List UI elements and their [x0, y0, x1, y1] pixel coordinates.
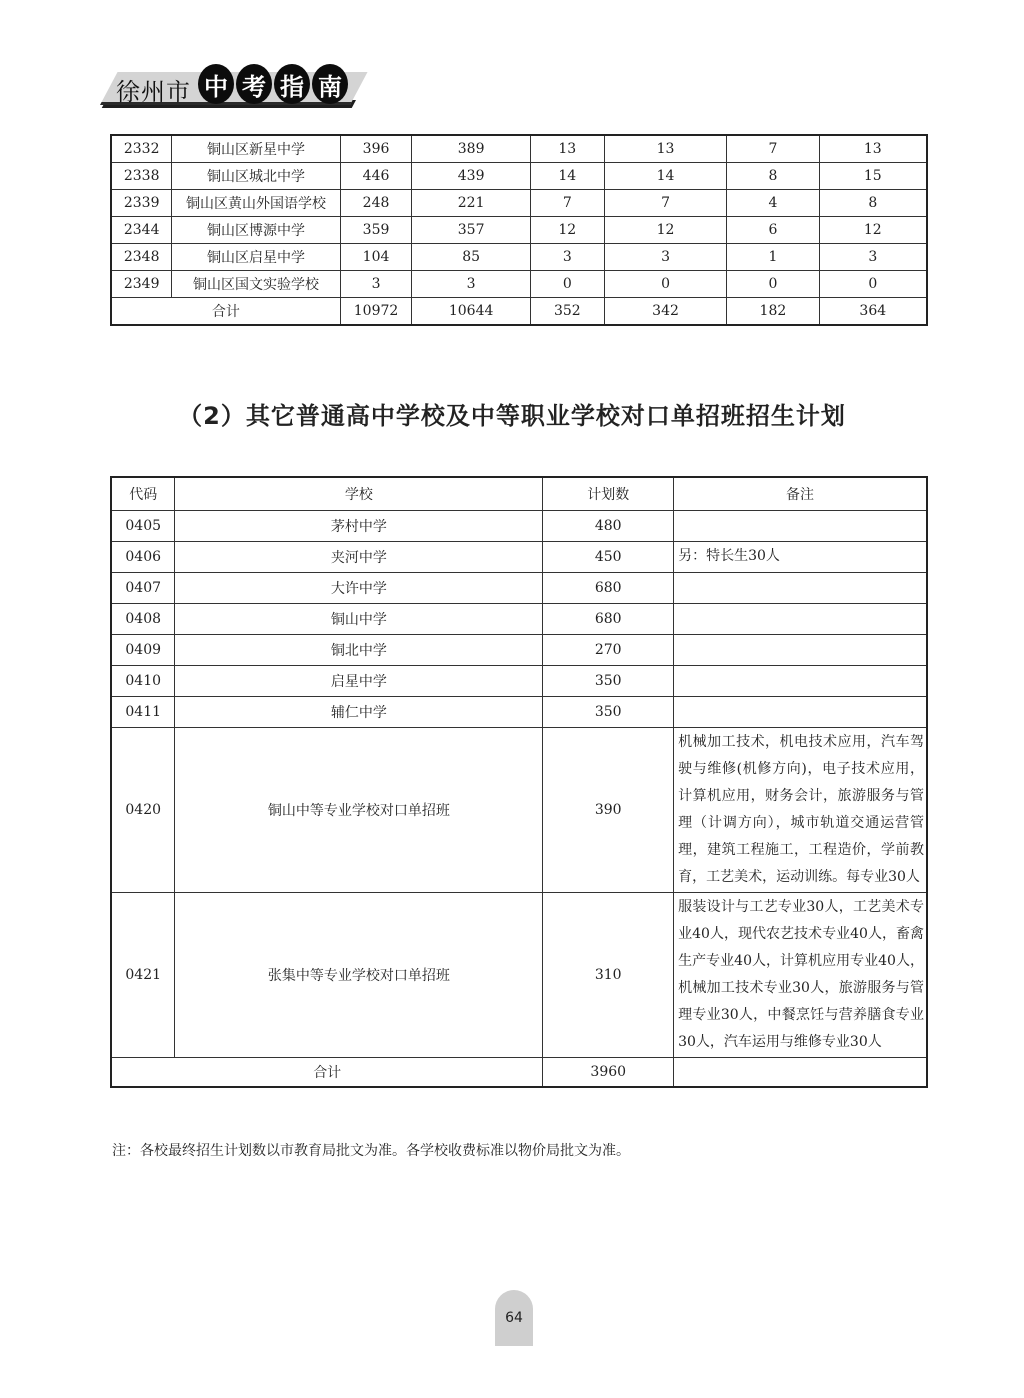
- cell-value: 12: [604, 217, 727, 244]
- cell-value: 14: [604, 163, 727, 190]
- footnote: 注：各校最终招生计划数以市教育局批文为准。各学校收费标准以物价局批文为准。: [112, 1143, 630, 1159]
- banner-seal-4: 南: [312, 64, 348, 104]
- cell-value: 221: [412, 190, 531, 217]
- cell-school: 铜山区城北中学: [172, 163, 340, 190]
- header-plan: 计划数: [543, 477, 674, 511]
- cell-plan: 680: [543, 573, 674, 604]
- cell-plan: 680: [543, 604, 674, 635]
- cell-school: 大许中学: [175, 573, 543, 604]
- table-header-row: [111, 477, 927, 511]
- cell-value: 13: [604, 135, 727, 163]
- cell-code: 0408: [111, 604, 175, 635]
- table-row: [111, 728, 927, 893]
- cell-value: 248: [340, 190, 412, 217]
- cell-school: 铜山区启星中学: [172, 244, 340, 271]
- table-total-row: [111, 298, 927, 326]
- cell-total: 182: [727, 298, 819, 326]
- cell-school: 铜山中等专业学校对口单招班: [175, 728, 543, 893]
- table-row: [111, 190, 927, 217]
- cell-value: 439: [412, 163, 531, 190]
- cell-value: 7: [530, 190, 604, 217]
- cell-total-label: 合计: [111, 298, 340, 326]
- cell-code: 2344: [111, 217, 172, 244]
- cell-total: 364: [819, 298, 927, 326]
- cell-value: 12: [819, 217, 927, 244]
- cell-value: 12: [530, 217, 604, 244]
- cell-plan: 450: [543, 542, 674, 573]
- cell-note: [674, 604, 927, 635]
- cell-school: 铜山区国文实验学校: [172, 271, 340, 298]
- cell-value: 104: [340, 244, 412, 271]
- cell-value: 3: [340, 271, 412, 298]
- header-code: 代码: [111, 477, 175, 511]
- cell-school: 铜北中学: [175, 635, 543, 666]
- cell-code: 0411: [111, 697, 175, 728]
- banner-seal-3: 指: [274, 64, 310, 104]
- cell-value: 357: [412, 217, 531, 244]
- cell-value: 396: [340, 135, 412, 163]
- cell-value: 0: [530, 271, 604, 298]
- table-row: [111, 697, 927, 728]
- cell-code: 2348: [111, 244, 172, 271]
- cell-value: 3: [530, 244, 604, 271]
- table-row: [111, 135, 927, 163]
- cell-note: [674, 511, 927, 542]
- cell-code: 0421: [111, 893, 175, 1058]
- cell-plan: 350: [543, 666, 674, 697]
- cell-total: 342: [604, 298, 727, 326]
- cell-code: 0410: [111, 666, 175, 697]
- table-row: [111, 893, 927, 1058]
- cell-value: 1: [727, 244, 819, 271]
- header-note: 备注: [674, 477, 927, 511]
- cell-total-label: 合计: [111, 1058, 543, 1088]
- cell-code: 2338: [111, 163, 172, 190]
- cell-plan: 310: [543, 893, 674, 1058]
- cell-code: 0405: [111, 511, 175, 542]
- cell-plan: 390: [543, 728, 674, 893]
- cell-total: 10644: [412, 298, 531, 326]
- cell-value: 0: [819, 271, 927, 298]
- cell-code: 0409: [111, 635, 175, 666]
- table-row: [111, 244, 927, 271]
- cell-code: 2339: [111, 190, 172, 217]
- cell-plan: 480: [543, 511, 674, 542]
- cell-empty: [674, 1058, 927, 1088]
- cell-note: [674, 666, 927, 697]
- page-tab: [495, 1290, 533, 1346]
- cell-value: 389: [412, 135, 531, 163]
- cell-plan: 350: [543, 697, 674, 728]
- cell-school: 辅仁中学: [175, 697, 543, 728]
- cell-value: 8: [727, 163, 819, 190]
- enrollment-plan-table: [110, 476, 928, 1088]
- cell-note: [674, 697, 927, 728]
- cell-value: 3: [412, 271, 531, 298]
- table-row: [111, 573, 927, 604]
- table-row: [111, 604, 927, 635]
- cell-school: 铜山区黄山外国语学校: [172, 190, 340, 217]
- table-row: [111, 635, 927, 666]
- cell-value: 0: [727, 271, 819, 298]
- cell-value: 446: [340, 163, 412, 190]
- table-row: [111, 271, 927, 298]
- cell-total: 10972: [340, 298, 412, 326]
- banner-seal-2: 考: [236, 64, 272, 104]
- table-row: [111, 511, 927, 542]
- table-row: [111, 217, 927, 244]
- cell-school: 铜山中学: [175, 604, 543, 635]
- cell-plan: 270: [543, 635, 674, 666]
- cell-note: 机械加工技术，机电技术应用，汽车驾驶与维修(机修方向)，电子技术应用，计算机应用，财务会计，旅游服务与管理（计调方向），城市轨道交通运营管理，建筑工程施工，工程造价，学前教育，工艺美术，运动训练。每专业30人: [674, 728, 927, 893]
- cell-value: 359: [340, 217, 412, 244]
- cell-code: 2349: [111, 271, 172, 298]
- cell-school: 张集中等专业学校对口单招班: [175, 893, 543, 1058]
- cell-value: 13: [819, 135, 927, 163]
- cell-value: 7: [727, 135, 819, 163]
- cell-value: 15: [819, 163, 927, 190]
- cell-value: 3: [819, 244, 927, 271]
- cell-note: [674, 635, 927, 666]
- cell-total: 3960: [543, 1058, 674, 1088]
- enrollment-table-continued: [110, 134, 928, 326]
- cell-school: 启星中学: [175, 666, 543, 697]
- table-total-row: [111, 1058, 927, 1088]
- cell-value: 8: [819, 190, 927, 217]
- table-row: [111, 666, 927, 697]
- table-row: [111, 542, 927, 573]
- cell-value: 13: [530, 135, 604, 163]
- cell-school: 夹河中学: [175, 542, 543, 573]
- cell-school: 铜山区博源中学: [172, 217, 340, 244]
- header-school: 学校: [175, 477, 543, 511]
- cell-code: 2332: [111, 135, 172, 163]
- header-banner: [100, 62, 358, 110]
- cell-value: 4: [727, 190, 819, 217]
- cell-code: 0407: [111, 573, 175, 604]
- page-number: 64: [505, 1310, 523, 1326]
- cell-total: 352: [530, 298, 604, 326]
- cell-value: 3: [604, 244, 727, 271]
- cell-value: 7: [604, 190, 727, 217]
- cell-code: 0420: [111, 728, 175, 893]
- cell-school: 铜山区新星中学: [172, 135, 340, 163]
- banner-seal-1: 中: [198, 64, 234, 104]
- cell-value: 85: [412, 244, 531, 271]
- cell-note: 另：特长生30人: [674, 542, 927, 573]
- cell-value: 14: [530, 163, 604, 190]
- cell-value: 6: [727, 217, 819, 244]
- cell-note: 服装设计与工艺专业30人，工艺美术专业40人，现代农艺技术专业40人，畜禽生产专业40人，计算机应用专业40人，机械加工技术专业30人，旅游服务与管理专业30人，中餐烹饪与营养膳食专业30人，汽车运用与维修专业30人: [674, 893, 927, 1058]
- cell-code: 0406: [111, 542, 175, 573]
- cell-school: 茅村中学: [175, 511, 543, 542]
- cell-note: [674, 573, 927, 604]
- table-row: [111, 163, 927, 190]
- cell-value: 0: [604, 271, 727, 298]
- banner-city: 徐州市: [116, 78, 191, 106]
- section-title: （2）其它普通高中学校及中等职业学校对口单招班招生计划: [178, 402, 846, 430]
